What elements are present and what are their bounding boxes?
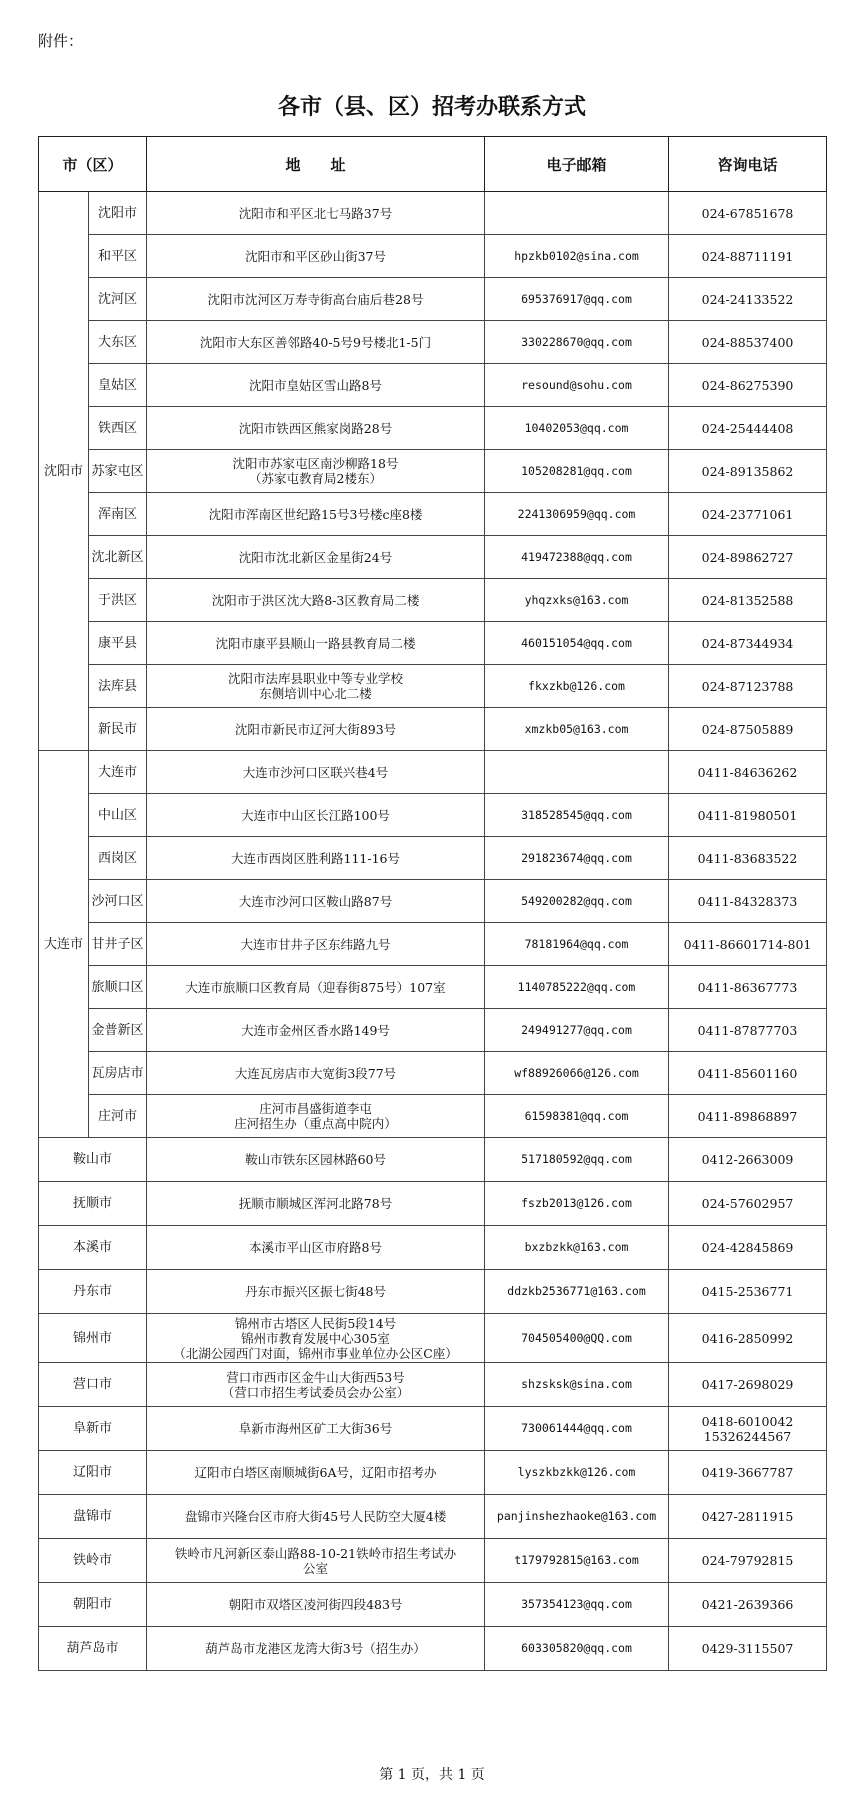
district-cell: 瓦房店市 (89, 1052, 147, 1095)
table-row (39, 1226, 827, 1270)
table-row (39, 837, 827, 880)
attachment-label: 附件： (38, 32, 84, 50)
address-cell: 大连瓦房店市大宽街3段77号 (147, 1052, 485, 1095)
email-cell: lyszkbzkk@126.com (485, 1451, 669, 1495)
email-cell: 2241306959@qq.com (485, 493, 669, 536)
table-row (39, 1407, 827, 1451)
phone-cell: 024-88711191 (669, 235, 827, 278)
phone-cell: 0411-84636262 (669, 751, 827, 794)
address-cell: 本溪市平山区市府路8号 (147, 1226, 485, 1270)
phone-cell: 0411-84328373 (669, 880, 827, 923)
phone-cell: 0427-2811915 (669, 1495, 827, 1539)
email-cell: panjinshezhaoke@163.com (485, 1495, 669, 1539)
address-cell: 沈阳市新民市辽河大街893号 (147, 708, 485, 751)
city-cell: 营口市 (39, 1363, 147, 1407)
email-cell: yhqzxks@163.com (485, 579, 669, 622)
email-cell: ddzkb2536771@163.com (485, 1270, 669, 1314)
address-cell: 大连市甘井子区东纬路九号 (147, 923, 485, 966)
district-cell: 新民市 (89, 708, 147, 751)
district-cell: 西岗区 (89, 837, 147, 880)
phone-cell: 0411-87877703 (669, 1009, 827, 1052)
email-cell (485, 192, 669, 235)
table-row (39, 665, 827, 708)
table-body (39, 192, 827, 1671)
phone-cell: 024-79792815 (669, 1539, 827, 1583)
email-cell: shzsksk@sina.com (485, 1363, 669, 1407)
address-cell: 沈阳市沈北新区金星街24号 (147, 536, 485, 579)
district-cell: 庄河市 (89, 1095, 147, 1138)
page-footer: 第 1 页，共 1 页 (379, 1767, 485, 1783)
phone-cell: 024-67851678 (669, 192, 827, 235)
email-cell: 249491277@qq.com (485, 1009, 669, 1052)
table-row (39, 923, 827, 966)
table-row (39, 1627, 827, 1671)
phone-cell: 024-87505889 (669, 708, 827, 751)
email-cell: 730061444@qq.com (485, 1407, 669, 1451)
table-row (39, 536, 827, 579)
district-cell: 旅顺口区 (89, 966, 147, 1009)
district-cell: 沈河区 (89, 278, 147, 321)
email-cell: bxzbzkk@163.com (485, 1226, 669, 1270)
table-row (39, 1539, 827, 1583)
phone-cell: 024-87344934 (669, 622, 827, 665)
email-cell: 10402053@qq.com (485, 407, 669, 450)
table-row (39, 192, 827, 235)
address-cell: 沈阳市沈河区万寿寺街高台庙后巷28号 (147, 278, 485, 321)
email-cell: 695376917@qq.com (485, 278, 669, 321)
district-cell: 浑南区 (89, 493, 147, 536)
city-cell: 辽阳市 (39, 1451, 147, 1495)
phone-cell: 0429-3115507 (669, 1627, 827, 1671)
address-cell: 沈阳市法库县职业中等专业学校 东侧培训中心北二楼 (147, 665, 485, 708)
city-cell: 本溪市 (39, 1226, 147, 1270)
district-cell: 沈北新区 (89, 536, 147, 579)
header-email: 电子邮箱 (485, 137, 669, 192)
email-cell: 357354123@qq.com (485, 1583, 669, 1627)
table-row (39, 751, 827, 794)
table-row (39, 1270, 827, 1314)
phone-cell: 024-24133522 (669, 278, 827, 321)
phone-cell: 0419-3667787 (669, 1451, 827, 1495)
table-row (39, 794, 827, 837)
district-cell: 康平县 (89, 622, 147, 665)
table-row (39, 1182, 827, 1226)
address-cell: 丹东市振兴区振七街48号 (147, 1270, 485, 1314)
table-row (39, 579, 827, 622)
district-cell: 铁西区 (89, 407, 147, 450)
address-cell: 沈阳市大东区善邻路40-5号9号楼北1-5门 (147, 321, 485, 364)
table-row (39, 364, 827, 407)
email-cell: 549200282@qq.com (485, 880, 669, 923)
table-row (39, 1451, 827, 1495)
table-row (39, 407, 827, 450)
email-cell: 704505400@QQ.com (485, 1314, 669, 1363)
email-cell: wf88926066@126.com (485, 1052, 669, 1095)
table-row (39, 1583, 827, 1627)
table-row (39, 708, 827, 751)
email-cell: resound@sohu.com (485, 364, 669, 407)
table-row (39, 493, 827, 536)
address-cell: 朝阳市双塔区凌河街四段483号 (147, 1583, 485, 1627)
table-row (39, 1052, 827, 1095)
address-cell: 大连市沙河口区联兴巷4号 (147, 751, 485, 794)
header-address: 地 址 (147, 137, 485, 192)
district-cell: 于洪区 (89, 579, 147, 622)
table-row (39, 1363, 827, 1407)
page-title: 各市（县、区）招考办联系方式 (277, 95, 586, 120)
address-cell: 沈阳市和平区砂山街37号 (147, 235, 485, 278)
address-cell: 铁岭市凡河新区泰山路88-10-21铁岭市招生考试办 公室 (147, 1539, 485, 1583)
table-row (39, 1095, 827, 1138)
phone-cell: 0411-85601160 (669, 1052, 827, 1095)
address-cell: 大连市金州区香水路149号 (147, 1009, 485, 1052)
email-cell: 291823674@qq.com (485, 837, 669, 880)
contact-table (38, 136, 827, 1671)
phone-cell: 024-81352588 (669, 579, 827, 622)
table-row (39, 622, 827, 665)
district-cell: 大东区 (89, 321, 147, 364)
phone-cell: 0415-2536771 (669, 1270, 827, 1314)
city-cell: 沈阳市 (39, 192, 89, 751)
address-cell: 大连市旅顺口区教育局（迎春街875号）107室 (147, 966, 485, 1009)
table-row (39, 450, 827, 493)
city-cell: 抚顺市 (39, 1182, 147, 1226)
header-phone: 咨询电话 (669, 137, 827, 192)
phone-cell: 0411-86367773 (669, 966, 827, 1009)
city-cell: 丹东市 (39, 1270, 147, 1314)
district-cell: 中山区 (89, 794, 147, 837)
table-row (39, 1138, 827, 1182)
phone-cell: 0411-81980501 (669, 794, 827, 837)
address-cell: 辽阳市白塔区南顺城街6A号，辽阳市招考办 (147, 1451, 485, 1495)
email-cell: t179792815@163.com (485, 1539, 669, 1583)
address-cell: 葫芦岛市龙港区龙湾大街3号（招生办） (147, 1627, 485, 1671)
phone-cell: 0411-83683522 (669, 837, 827, 880)
phone-cell: 0421-2639366 (669, 1583, 827, 1627)
district-cell: 沙河口区 (89, 880, 147, 923)
address-cell: 锦州市古塔区人民街5段14号 锦州市教育发展中心305室 （北湖公园西门对面，锦州市事业单位办公区C座） (147, 1314, 485, 1363)
phone-cell: 024-86275390 (669, 364, 827, 407)
city-cell: 铁岭市 (39, 1539, 147, 1583)
email-cell (485, 751, 669, 794)
table-header-row (39, 137, 827, 192)
table-row (39, 278, 827, 321)
district-cell: 法库县 (89, 665, 147, 708)
city-cell: 葫芦岛市 (39, 1627, 147, 1671)
city-cell: 盘锦市 (39, 1495, 147, 1539)
address-cell: 鞍山市铁东区园林路60号 (147, 1138, 485, 1182)
phone-cell: 024-42845869 (669, 1226, 827, 1270)
city-cell: 朝阳市 (39, 1583, 147, 1627)
email-cell: 517180592@qq.com (485, 1138, 669, 1182)
phone-cell: 024-25444408 (669, 407, 827, 450)
district-cell: 苏家屯区 (89, 450, 147, 493)
phone-cell: 024-57602957 (669, 1182, 827, 1226)
email-cell: xmzkb05@163.com (485, 708, 669, 751)
table-row (39, 235, 827, 278)
phone-cell: 0411-89868897 (669, 1095, 827, 1138)
district-cell: 皇姑区 (89, 364, 147, 407)
address-cell: 盘锦市兴隆台区市府大街45号人民防空大厦4楼 (147, 1495, 485, 1539)
address-cell: 大连市西岗区胜利路111-16号 (147, 837, 485, 880)
email-cell: 1140785222@qq.com (485, 966, 669, 1009)
table-row (39, 1009, 827, 1052)
table-row (39, 1495, 827, 1539)
phone-cell: 0416-2850992 (669, 1314, 827, 1363)
district-cell: 沈阳市 (89, 192, 147, 235)
email-cell: 105208281@qq.com (485, 450, 669, 493)
address-cell: 阜新市海州区矿工大街36号 (147, 1407, 485, 1451)
district-cell: 大连市 (89, 751, 147, 794)
address-cell: 沈阳市铁西区熊家岗路28号 (147, 407, 485, 450)
address-cell: 抚顺市顺城区浑河北路78号 (147, 1182, 485, 1226)
email-cell: fkxzkb@126.com (485, 665, 669, 708)
header-city: 市（区） (39, 137, 147, 192)
email-cell: 78181964@qq.com (485, 923, 669, 966)
email-cell: fszb2013@126.com (485, 1182, 669, 1226)
table-row (39, 1314, 827, 1363)
email-cell: 61598381@qq.com (485, 1095, 669, 1138)
address-cell: 沈阳市苏家屯区南沙柳路18号 （苏家屯教育局2楼东） (147, 450, 485, 493)
city-cell: 锦州市 (39, 1314, 147, 1363)
city-cell: 大连市 (39, 751, 89, 1138)
address-cell: 沈阳市于洪区沈大路8-3区教育局二楼 (147, 579, 485, 622)
email-cell: 318528545@qq.com (485, 794, 669, 837)
email-cell: 603305820@qq.com (485, 1627, 669, 1671)
phone-cell: 0412-2663009 (669, 1138, 827, 1182)
table-row (39, 966, 827, 1009)
email-cell: hpzkb0102@sina.com (485, 235, 669, 278)
address-cell: 沈阳市皇姑区雪山路8号 (147, 364, 485, 407)
phone-cell: 024-88537400 (669, 321, 827, 364)
district-cell: 金普新区 (89, 1009, 147, 1052)
phone-cell: 024-23771061 (669, 493, 827, 536)
district-cell: 甘井子区 (89, 923, 147, 966)
address-cell: 沈阳市和平区北七马路37号 (147, 192, 485, 235)
address-cell: 沈阳市康平县顺山一路县教育局二楼 (147, 622, 485, 665)
city-cell: 鞍山市 (39, 1138, 147, 1182)
phone-cell: 0417-2698029 (669, 1363, 827, 1407)
district-cell: 和平区 (89, 235, 147, 278)
table-row (39, 880, 827, 923)
address-cell: 大连市沙河口区鞍山路87号 (147, 880, 485, 923)
phone-cell: 024-89135862 (669, 450, 827, 493)
table-row (39, 321, 827, 364)
address-cell: 沈阳市浑南区世纪路15号3号楼c座8楼 (147, 493, 485, 536)
phone-cell: 0418-6010042 15326244567 (669, 1407, 827, 1451)
email-cell: 419472388@qq.com (485, 536, 669, 579)
phone-cell: 024-89862727 (669, 536, 827, 579)
email-cell: 330228670@qq.com (485, 321, 669, 364)
address-cell: 营口市西市区金牛山大街西53号 （营口市招生考试委员会办公室） (147, 1363, 485, 1407)
phone-cell: 024-87123788 (669, 665, 827, 708)
phone-cell: 0411-86601714-801 (669, 923, 827, 966)
address-cell: 大连市中山区长江路100号 (147, 794, 485, 837)
address-cell: 庄河市昌盛街道李屯 庄河招生办（重点高中院内） (147, 1095, 485, 1138)
email-cell: 460151054@qq.com (485, 622, 669, 665)
city-cell: 阜新市 (39, 1407, 147, 1451)
